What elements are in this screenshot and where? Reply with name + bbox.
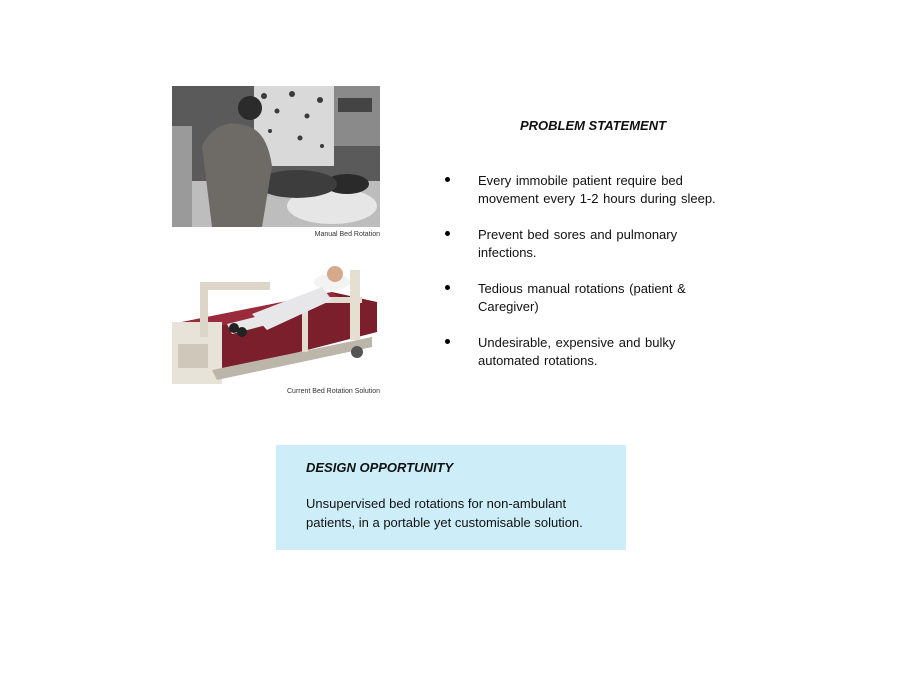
problem-bullet-text: Tedious manual rotations (patient & Caregiver) bbox=[478, 281, 686, 314]
bullet-dot-icon bbox=[445, 339, 450, 344]
problem-bullet-text: Prevent bed sores and pulmonary infections. bbox=[478, 227, 678, 260]
problem-statement-title: PROBLEM STATEMENT bbox=[519, 118, 667, 133]
current-solution-caption: Current Bed Rotation Solution bbox=[287, 388, 380, 395]
current-solution-photo bbox=[172, 252, 380, 384]
design-opportunity-title: DESIGN OPPORTUNITY bbox=[306, 460, 454, 475]
problem-bullet-text: Every immobile patient require bed movement every 1-2 hours during sleep. bbox=[478, 173, 716, 206]
manual-rotation-photo bbox=[172, 86, 380, 227]
problem-bullet-item bbox=[440, 226, 740, 262]
problem-bullet-item bbox=[440, 334, 740, 370]
bullet-dot-icon bbox=[445, 231, 450, 236]
bullet-dot-icon bbox=[445, 177, 450, 182]
problem-bullet-item bbox=[440, 280, 740, 316]
problem-bullet-text: Undesirable, expensive and bulky automated rotations. bbox=[478, 335, 676, 368]
problem-bullet-item bbox=[440, 172, 740, 208]
bullet-dot-icon bbox=[445, 285, 450, 290]
design-opportunity-box bbox=[276, 445, 626, 550]
design-opportunity-text: Unsupervised bed rotations for non-ambulant patients, in a portable yet customisable solution. bbox=[306, 496, 583, 530]
problem-bullet-list bbox=[440, 172, 740, 388]
manual-rotation-caption: Manual Bed Rotation bbox=[314, 231, 380, 238]
